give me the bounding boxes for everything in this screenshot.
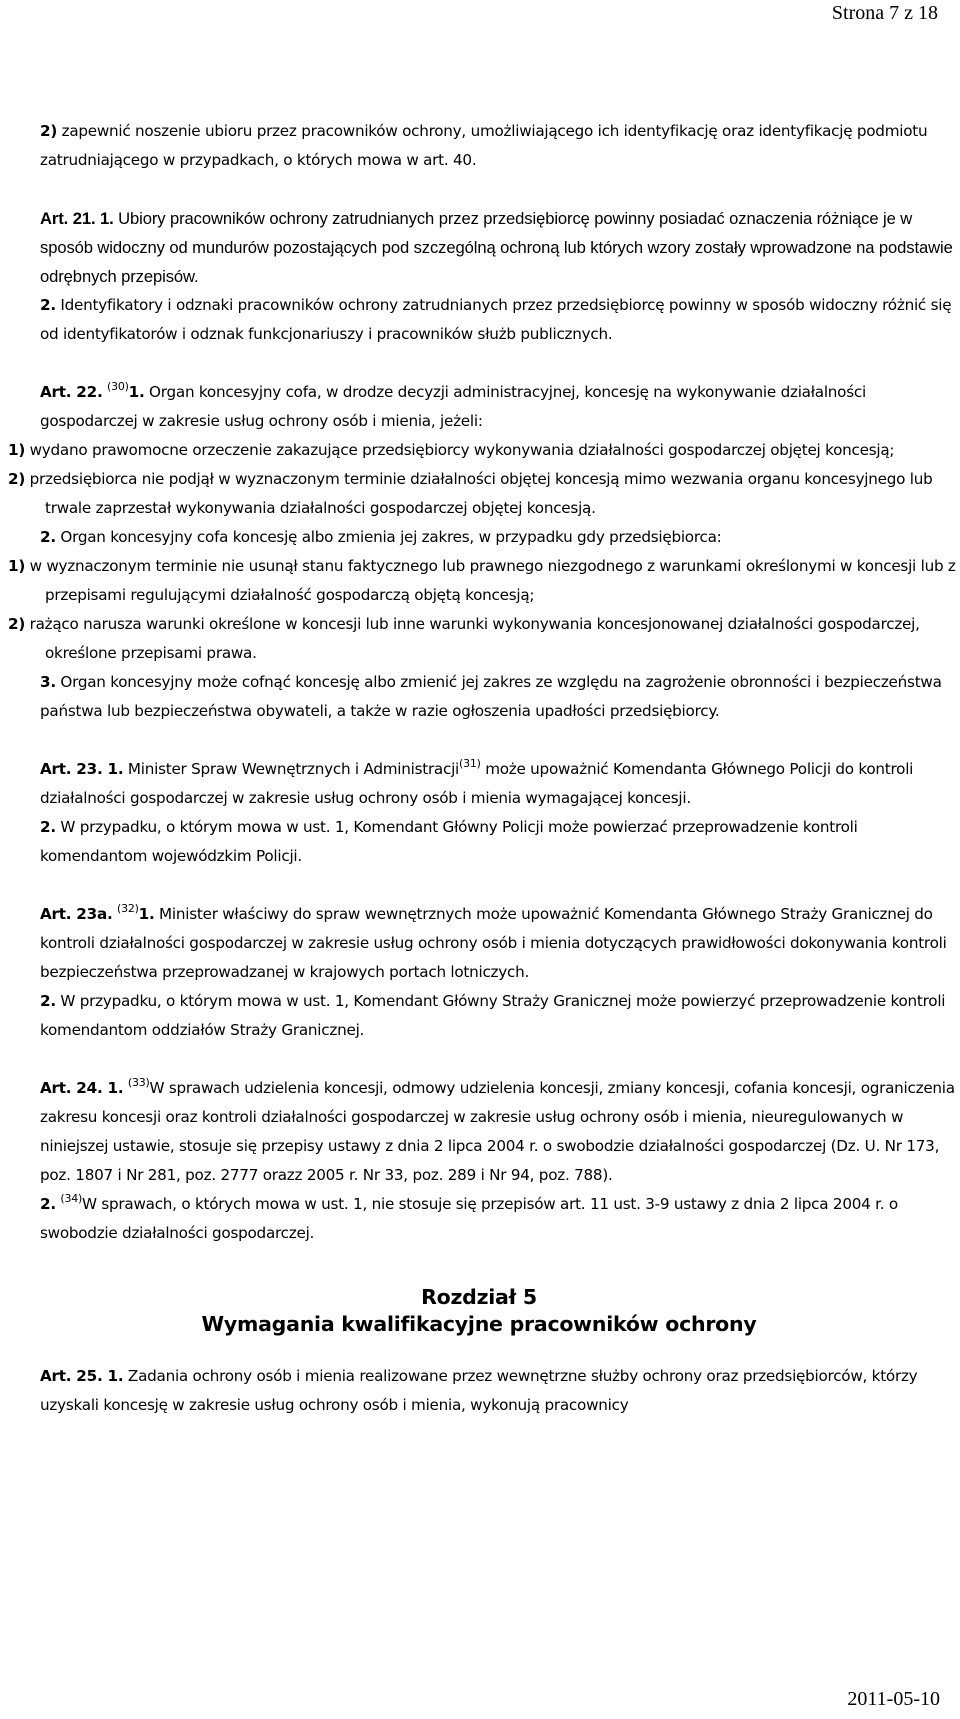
paragraph-text: może upoważnić Komendanta Głównego Policji do kontroli działalności gospodarczej w zakresie usług ochrony osób i mienia wymagającej koncesji. — [40, 760, 914, 807]
footnote-ref: (30) — [107, 380, 129, 393]
article-23-paragraph-1 — [0, 755, 958, 813]
article-heading: Art. 23. 1. — [40, 760, 124, 778]
footer-date: 2011-05-10 — [847, 1688, 940, 1710]
article-heading: Art. 21. — [40, 209, 96, 228]
footnote-ref: (32) — [117, 902, 139, 915]
article-heading: Art. 22. — [40, 383, 103, 401]
article-heading: Art. 23a. — [40, 905, 113, 923]
paragraph-text: Identyfikatory i odznaki pracowników ochrony zatrudnianych przez przedsiębiorcę powinny w sposób widoczny różnić się od identyfikatorów i odznak funkcjonariuszy i pracowników służb publicznych. — [40, 296, 952, 343]
article-heading: Art. 24. 1. — [40, 1079, 124, 1097]
chapter-title: Wymagania kwalifikacyjne pracowników ochrony — [201, 1312, 757, 1336]
footnote-ref: (34) — [60, 1192, 83, 1205]
paragraph-text: Minister Spraw Wewnętrznych i Administracji — [123, 760, 460, 778]
point-text: w wyznaczonym terminie nie usunął stanu faktycznego lub prawnego niezgodnego z warunkami określonymi w koncesji lub z przepisami regulującymi działalność gospodarczą objętą koncesją; — [25, 557, 956, 604]
section-number: 2. — [40, 296, 56, 314]
point-text: rażąco narusza warunki określone w koncesji lub inne warunki wykonywania koncesjonowanej działalności gospodarczej, określone przepisami prawa. — [25, 615, 920, 662]
point-number: 2) — [8, 470, 26, 488]
paragraph-text: Zadania ochrony osób i mienia realizowane przez wewnętrzne służby ochrony oraz przedsiębiorców, którzy uzyskali koncesję w zakresie usług ochrony osób i mienia, wykonują pracownicy — [40, 1367, 918, 1414]
article-22-2-point-2 — [0, 610, 958, 668]
article-heading: Art. 25. 1. — [40, 1367, 124, 1385]
paragraph-text: W przypadku, o którym mowa w ust. 1, Komendant Główny Straży Granicznej może powierzyć przeprowadzenie kontroli komendantom oddziałów Straży Granicznej. — [40, 992, 946, 1039]
paragraph-text: zapewnić noszenie ubioru przez pracowników ochrony, umożliwiającego ich identyfikację oraz identyfikację podmiotu zatrudniającego w przypadkach, o których mowa w art. 40. — [40, 122, 928, 169]
document-body — [0, 117, 958, 1420]
article-24-paragraph-2 — [0, 1190, 958, 1248]
article-24-paragraph-1 — [0, 1074, 958, 1190]
section-number: 1. — [128, 383, 145, 401]
paragraph-text: Minister właściwy do spraw wewnętrznych może upoważnić Komendanta Głównego Straży Granicznej do kontroli działalności gospodarczej w zakresie usług ochrony osób i mienia dotyczących prawidłowości dokonywania kontroli bezpieczeństwa przeprowadzanej w krajowych portach lotniczych. — [40, 905, 947, 981]
section-number: 3. — [40, 673, 56, 691]
footnote-ref: (33) — [127, 1076, 150, 1089]
point-number: 1) — [8, 557, 26, 575]
page-number: Strona 7 z 18 — [831, 2, 938, 24]
paragraph-text: Organ koncesyjny może cofnąć koncesję albo zmienić jej zakres ze względu na zagrożenie obronności i bezpieczeństwa państwa lub bezpieczeństwa obywateli, a także w razie ogłoszenia upadłości przedsiębiorcy. — [40, 673, 942, 720]
section-number: 1. — [138, 905, 155, 923]
point-number: 2) — [8, 615, 26, 633]
section-number: 2. — [40, 818, 56, 836]
chapter-number: Rozdział 5 — [421, 1285, 537, 1309]
article-21-paragraph-2 — [0, 291, 958, 349]
section-number: 1. — [95, 209, 114, 228]
article-22-paragraph-2 — [0, 523, 958, 552]
article-22-2-point-1 — [0, 552, 958, 610]
point-text: przedsiębiorca nie podjął w wyznaczonym terminie działalności objętej koncesją mimo wezwania organu koncesyjnego lub trwale zaprzestał wykonywania działalności gospodarczej objętej koncesją. — [25, 470, 933, 517]
article-23a-paragraph-2 — [0, 987, 958, 1045]
article-22-1-point-2 — [0, 465, 958, 523]
article-22-paragraph-1 — [0, 378, 958, 436]
paragraph-text: Organ koncesyjny cofa koncesję albo zmienia jej zakres, w przypadku gdy przedsiębiorca: — [55, 528, 722, 546]
point-text: wydano prawomocne orzeczenie zakazujące przedsiębiorcy wykonywania działalności gospodarczej objętej koncesją; — [25, 441, 895, 459]
point-number: 1) — [8, 441, 26, 459]
item-number: 2) — [40, 122, 58, 140]
paragraph-text: Organ koncesyjny cofa, w drodze decyzji administracyjnej, koncesję na wykonywanie działalności gospodarczej w zakresie usług ochrony osób i mienia, jeżeli: — [40, 383, 866, 430]
article-22-paragraph-3 — [0, 668, 958, 726]
paragraph-text: W sprawach, o których mowa w ust. 1, nie stosuje się przepisów art. 11 ust. 3-9 ustawy z dnia 2 lipca 2004 r. o swobodzie działalności gospodarczej. — [40, 1195, 898, 1242]
article-23a-paragraph-1 — [0, 900, 958, 987]
footnote-ref: (31) — [459, 757, 481, 770]
section-number: 2. — [40, 992, 56, 1010]
paragraph-item-2 — [0, 117, 958, 175]
paragraph-text: Ubiory pracowników ochrony zatrudnianych przez przedsiębiorcę powinny posiadać oznaczenia różniące je w sposób widoczny od mundurów pozostających pod szczególną ochroną lub których wzory zostały wprowadzone na podstawie odrębnych przepisów. — [40, 209, 953, 286]
section-number: 2. — [40, 1195, 56, 1213]
paragraph-text: W sprawach udzielenia koncesji, odmowy udzielenia koncesji, zmiany koncesji, cofania koncesji, ograniczenia zakresu koncesji oraz kontroli działalności gospodarczej w zakresie usług ochrony osób i mienia, nieuregulowanych w niniejszej ustawie, stosuje się przepisy ustawy z dnia 2 lipca 2004 r. o swobodzie działalności gospodarczej (Dz. U. Nr 173, poz. 1807 i Nr 281, poz. 2777 orazz 2005 r. Nr 33, poz. 289 i Nr 94, poz. 788). — [40, 1079, 955, 1184]
article-23-paragraph-2 — [0, 813, 958, 871]
article-22-1-point-1 — [0, 436, 958, 465]
article-21-paragraph-1 — [0, 204, 958, 291]
section-number: 2. — [40, 528, 56, 546]
paragraph-text: W przypadku, o którym mowa w ust. 1, Komendant Główny Policji może powierzać przeprowadzenie kontroli komendantom wojewódzkim Policji. — [40, 818, 858, 865]
article-25-paragraph-1 — [0, 1362, 958, 1420]
